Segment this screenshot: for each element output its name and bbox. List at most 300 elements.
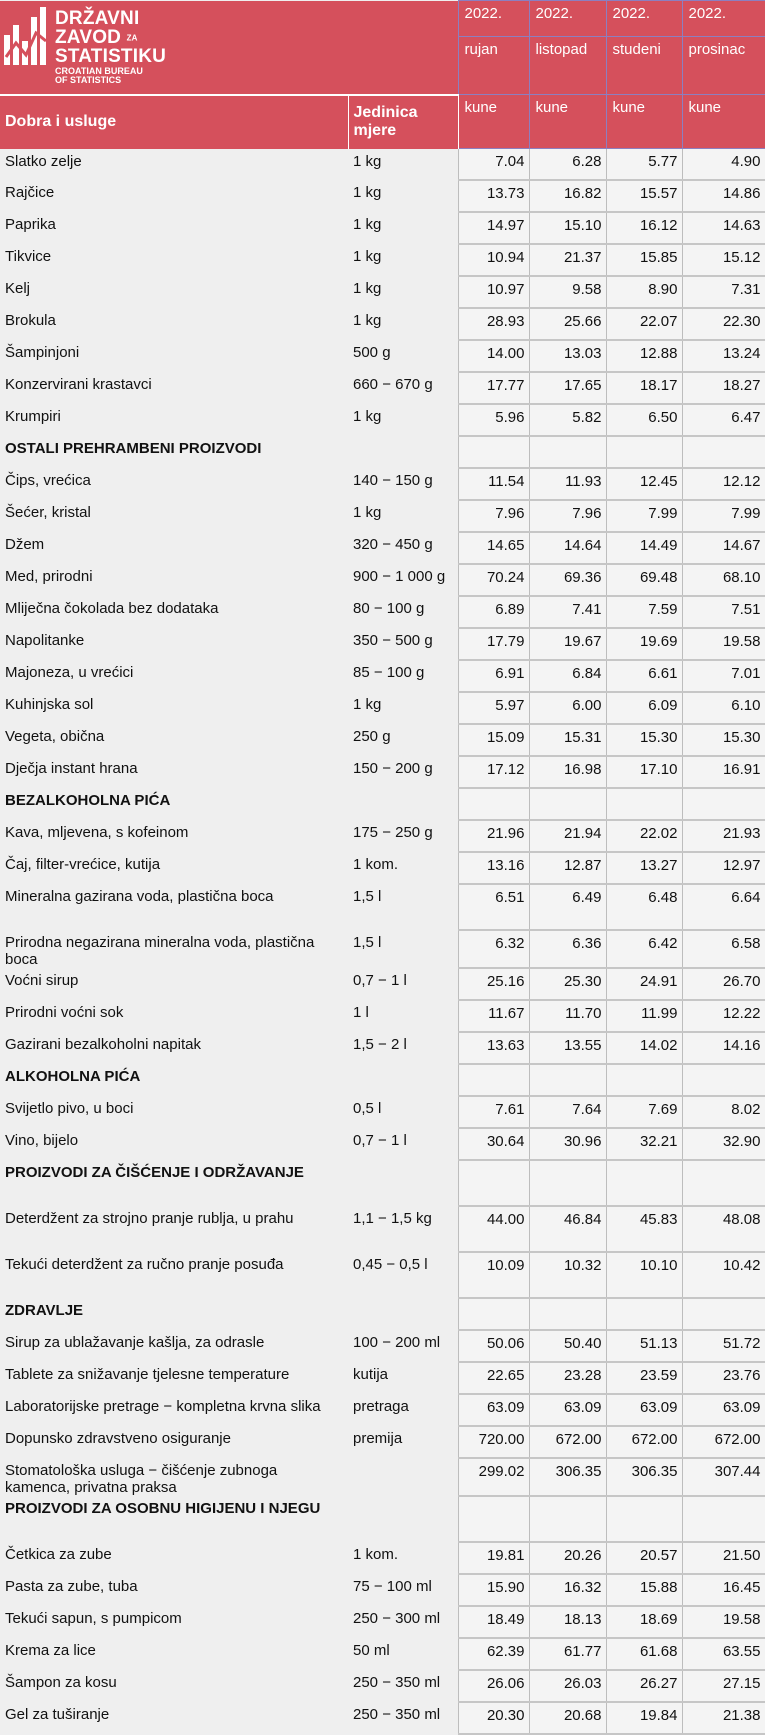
item-unit: 1 kg — [353, 312, 382, 329]
logo-line-3: STATISTIKU — [55, 45, 167, 67]
item-unit: 1,5 l — [353, 934, 382, 951]
price-cell — [529, 1160, 606, 1206]
item-name: Deterdžent za strojno pranje rublja, u prahu — [5, 1210, 294, 1227]
price-cell — [606, 1160, 682, 1206]
item-unit: 1 kg — [353, 504, 382, 521]
price-cell: 13.73 — [458, 180, 529, 212]
price-cell: 7.41 — [529, 596, 606, 628]
table-row — [0, 692, 765, 724]
price-cell: 14.65 — [458, 532, 529, 564]
price-cell: 21.37 — [529, 244, 606, 276]
price-cell: 26.70 — [682, 968, 765, 1000]
logo-mark-icon — [4, 7, 48, 65]
price-cell: 14.49 — [606, 532, 682, 564]
price-cell — [606, 1064, 682, 1096]
table-row — [0, 1394, 765, 1426]
price-cell: 11.99 — [606, 1000, 682, 1032]
price-cell: 18.49 — [458, 1606, 529, 1638]
item-name: Krema za lice — [5, 1642, 96, 1659]
item-unit: 1 kom. — [353, 1546, 399, 1563]
logo-line-2: ZAVOD — [55, 26, 122, 48]
table-row — [0, 884, 765, 930]
price-cell — [529, 1496, 606, 1542]
item-unit: 100 − 200 ml — [353, 1334, 441, 1351]
price-cell: 10.42 — [682, 1252, 765, 1298]
price-cell — [682, 1160, 765, 1206]
header-month-4: prosinac — [682, 37, 765, 95]
item-unit: 500 g — [353, 344, 391, 361]
table-row — [0, 532, 765, 564]
item-unit: 1,5 − 2 l — [353, 1036, 407, 1053]
price-cell: 13.27 — [606, 852, 682, 884]
price-cell: 12.97 — [682, 852, 765, 884]
item-name: Čaj, filter-vrećice, kutija — [5, 856, 161, 873]
item-unit — [348, 1064, 458, 1096]
item-unit — [348, 1298, 458, 1330]
item-unit: 75 − 100 ml — [353, 1578, 432, 1595]
header-currency-4: kune — [682, 95, 765, 149]
price-cell: 720.00 — [458, 1426, 529, 1458]
price-cell — [682, 1298, 765, 1330]
item-unit: 250 − 300 ml — [353, 1610, 441, 1627]
item-name: Konzervirani krastavci — [5, 376, 152, 393]
price-cell: 6.48 — [606, 884, 682, 930]
price-cell: 16.32 — [529, 1574, 606, 1606]
item-unit: 1 kg — [353, 408, 382, 425]
table-row — [0, 1330, 765, 1362]
price-cell — [529, 1298, 606, 1330]
price-cell: 12.45 — [606, 468, 682, 500]
table-row — [0, 596, 765, 628]
item-unit — [348, 1160, 458, 1206]
item-name: Med, prirodni — [5, 568, 93, 585]
table-row — [0, 968, 765, 1000]
price-cell: 63.09 — [458, 1394, 529, 1426]
price-cell: 13.16 — [458, 852, 529, 884]
price-cell: 6.09 — [606, 692, 682, 724]
price-cell: 30.96 — [529, 1128, 606, 1160]
section-title: ALKOHOLNA PIĆA — [5, 1068, 141, 1085]
item-name: Tikvice — [5, 248, 52, 265]
item-unit: 250 g — [353, 728, 391, 745]
section-title: BEZALKOHOLNA PIĆA — [5, 792, 171, 809]
price-cell: 6.89 — [458, 596, 529, 628]
price-cell: 15.10 — [529, 212, 606, 244]
item-name: Svijetlo pivo, u boci — [5, 1100, 134, 1117]
price-cell: 51.72 — [682, 1330, 765, 1362]
price-cell: 27.15 — [682, 1670, 765, 1702]
price-cell: 22.02 — [606, 820, 682, 852]
item-unit: kutija — [353, 1366, 389, 1383]
price-cell: 17.10 — [606, 756, 682, 788]
price-cell: 15.30 — [682, 724, 765, 756]
price-cell: 16.82 — [529, 180, 606, 212]
column-header-goods: Dobra i usluge — [0, 95, 348, 149]
price-cell: 7.59 — [606, 596, 682, 628]
item-unit: 150 − 200 g — [353, 760, 433, 777]
price-cell: 10.09 — [458, 1252, 529, 1298]
price-cell: 68.10 — [682, 564, 765, 596]
price-cell: 6.91 — [458, 660, 529, 692]
price-cell: 7.96 — [529, 500, 606, 532]
item-unit — [348, 1458, 458, 1496]
item-unit: 1 kg — [353, 696, 382, 713]
price-cell: 13.24 — [682, 340, 765, 372]
price-cell: 6.51 — [458, 884, 529, 930]
item-unit: 80 − 100 g — [353, 600, 425, 617]
price-cell: 12.22 — [682, 1000, 765, 1032]
item-unit: 1 kg — [353, 184, 382, 201]
price-cell: 12.88 — [606, 340, 682, 372]
price-cell: 26.06 — [458, 1670, 529, 1702]
section-title: PROIZVODI ZA OSOBNU HIGIJENU I NJEGU — [5, 1500, 321, 1517]
price-cell: 10.10 — [606, 1252, 682, 1298]
table-row — [0, 1542, 765, 1574]
price-cell: 13.63 — [458, 1032, 529, 1064]
price-cell: 8.02 — [682, 1096, 765, 1128]
item-name: Pasta za zube, tuba — [5, 1578, 138, 1595]
price-cell: 14.63 — [682, 212, 765, 244]
table-row — [0, 930, 765, 968]
item-name: Vegeta, obična — [5, 728, 105, 745]
price-cell: 299.02 — [458, 1458, 529, 1496]
price-cell: 5.97 — [458, 692, 529, 724]
price-cell: 6.61 — [606, 660, 682, 692]
item-unit: 250 − 350 ml — [353, 1706, 441, 1723]
price-cell: 6.32 — [458, 930, 529, 968]
table-row — [0, 149, 765, 181]
price-cell: 6.28 — [529, 149, 606, 181]
price-cell: 18.13 — [529, 1606, 606, 1638]
price-cell — [458, 1298, 529, 1330]
price-cell: 14.67 — [682, 532, 765, 564]
table-row — [0, 1032, 765, 1064]
price-cell: 306.35 — [606, 1458, 682, 1496]
item-name: Vino, bijelo — [5, 1132, 79, 1149]
price-cell: 48.08 — [682, 1206, 765, 1252]
price-cell: 21.96 — [458, 820, 529, 852]
price-cell: 61.77 — [529, 1638, 606, 1670]
item-name: Čips, vrećica — [5, 472, 91, 489]
price-cell: 16.91 — [682, 756, 765, 788]
price-cell — [458, 1496, 529, 1542]
price-cell: 7.61 — [458, 1096, 529, 1128]
item-name: Džem — [5, 536, 45, 553]
table-row — [0, 724, 765, 756]
price-cell — [682, 1064, 765, 1096]
item-name: Četkica za zube — [5, 1546, 112, 1563]
item-unit: 1 kom. — [353, 856, 399, 873]
item-unit: premija — [353, 1430, 403, 1447]
price-cell: 15.30 — [606, 724, 682, 756]
table-row — [0, 564, 765, 596]
item-unit: 900 − 1 000 g — [353, 568, 446, 585]
item-name: Mineralna gazirana voda, plastična boca — [5, 888, 274, 905]
table-row — [0, 852, 765, 884]
price-cell: 13.03 — [529, 340, 606, 372]
price-cell: 18.69 — [606, 1606, 682, 1638]
item-unit: 1 l — [353, 1004, 369, 1021]
table-row — [0, 628, 765, 660]
table-row — [0, 1128, 765, 1160]
item-unit: 175 − 250 g — [353, 824, 433, 841]
price-cell: 44.00 — [458, 1206, 529, 1252]
price-cell: 32.90 — [682, 1128, 765, 1160]
item-unit: 1,1 − 1,5 kg — [353, 1210, 432, 1227]
price-cell: 15.88 — [606, 1574, 682, 1606]
item-unit: 250 − 350 ml — [353, 1674, 441, 1691]
table-row — [0, 212, 765, 244]
price-cell: 6.58 — [682, 930, 765, 968]
item-unit: 85 − 100 g — [353, 664, 425, 681]
item-name: Voćni sirup — [5, 972, 79, 989]
price-cell — [529, 436, 606, 468]
price-cell — [529, 788, 606, 820]
price-cell: 7.96 — [458, 500, 529, 532]
price-cell: 672.00 — [682, 1426, 765, 1458]
price-cell: 672.00 — [529, 1426, 606, 1458]
price-cell: 23.59 — [606, 1362, 682, 1394]
price-cell — [682, 436, 765, 468]
price-cell: 26.03 — [529, 1670, 606, 1702]
price-cell: 14.86 — [682, 180, 765, 212]
price-cell: 23.28 — [529, 1362, 606, 1394]
price-cell — [606, 1496, 682, 1542]
table-row — [0, 660, 765, 692]
item-name: Dopunsko zdravstveno osiguranje — [5, 1430, 231, 1447]
item-name: Šampinjoni — [5, 344, 80, 361]
price-cell: 11.70 — [529, 1000, 606, 1032]
item-name: Prirodni voćni sok — [5, 1004, 124, 1021]
price-cell: 15.57 — [606, 180, 682, 212]
price-cell: 32.21 — [606, 1128, 682, 1160]
price-cell: 18.27 — [682, 372, 765, 404]
section-title: OSTALI PREHRAMBENI PROIZVODI — [5, 440, 262, 457]
item-name: Kuhinjska sol — [5, 696, 94, 713]
price-cell: 24.91 — [606, 968, 682, 1000]
price-cell: 15.12 — [682, 244, 765, 276]
price-cell: 6.49 — [529, 884, 606, 930]
item-unit: 320 − 450 g — [353, 536, 433, 553]
table-row — [0, 244, 765, 276]
item-name: Majoneza, u vrećici — [5, 664, 134, 681]
price-cell: 14.02 — [606, 1032, 682, 1064]
price-cell: 17.65 — [529, 372, 606, 404]
price-cell: 14.97 — [458, 212, 529, 244]
item-name: Laboratorijske pretrage − kompletna krvna slika — [5, 1398, 321, 1415]
table-row — [0, 1638, 765, 1670]
table-row — [0, 1574, 765, 1606]
price-cell: 8.90 — [606, 276, 682, 308]
price-cell: 5.77 — [606, 149, 682, 181]
price-cell: 28.93 — [458, 308, 529, 340]
price-cell: 19.58 — [682, 628, 765, 660]
table-row — [0, 756, 765, 788]
item-name: Rajčice — [5, 184, 55, 201]
price-cell: 7.31 — [682, 276, 765, 308]
price-cell: 14.00 — [458, 340, 529, 372]
item-name: Gazirani bezalkoholni napitak — [5, 1036, 201, 1053]
item-unit: 0,7 − 1 l — [353, 972, 407, 989]
price-cell — [458, 788, 529, 820]
price-cell: 5.82 — [529, 404, 606, 436]
price-cell — [682, 788, 765, 820]
item-name: Kelj — [5, 280, 31, 297]
price-cell: 6.84 — [529, 660, 606, 692]
item-name: Dječja instant hrana — [5, 760, 138, 777]
item-name: Tekući deterdžent za ručno pranje posuđa — [5, 1256, 284, 1273]
price-cell: 11.93 — [529, 468, 606, 500]
price-cell: 672.00 — [606, 1426, 682, 1458]
price-cell: 307.44 — [682, 1458, 765, 1496]
logo-line-5: OF STATISTICS — [55, 74, 122, 85]
item-name: Napolitanke — [5, 632, 85, 649]
section-row — [0, 1298, 765, 1330]
price-cell: 12.12 — [682, 468, 765, 500]
table-row — [0, 1458, 765, 1496]
header-year-4: 2022. — [682, 1, 765, 37]
item-unit: 1 kg — [353, 152, 382, 170]
price-cell: 10.94 — [458, 244, 529, 276]
item-unit — [348, 1496, 458, 1542]
price-cell: 61.68 — [606, 1638, 682, 1670]
price-cell: 11.67 — [458, 1000, 529, 1032]
table-row — [0, 1362, 765, 1394]
price-cell: 69.48 — [606, 564, 682, 596]
price-cell: 46.84 — [529, 1206, 606, 1252]
table-row — [0, 1252, 765, 1298]
item-unit: 660 − 670 g — [353, 376, 433, 393]
item-unit — [348, 436, 458, 468]
price-cell: 7.99 — [682, 500, 765, 532]
section-title: PROIZVODI ZA ČIŠĆENJE I ODRŽAVANJE — [5, 1164, 304, 1181]
table-row — [0, 404, 765, 436]
column-header-unit: Jedinica mjere — [348, 95, 458, 149]
item-unit: 1 kg — [353, 248, 382, 265]
item-name: Tekući sapun, s pumpicom — [5, 1610, 182, 1627]
section-row — [0, 436, 765, 468]
price-cell: 20.57 — [606, 1542, 682, 1574]
price-cell: 25.30 — [529, 968, 606, 1000]
table-row — [0, 1606, 765, 1638]
price-cell: 7.69 — [606, 1096, 682, 1128]
price-cell: 21.38 — [682, 1702, 765, 1734]
table-row — [0, 308, 765, 340]
table-body — [0, 149, 765, 1735]
price-cell: 63.55 — [682, 1638, 765, 1670]
item-unit: 0,7 − 1 l — [353, 1132, 407, 1149]
price-cell: 16.45 — [682, 1574, 765, 1606]
item-name: Tablete za snižavanje tjelesne temperature — [5, 1366, 290, 1383]
section-row — [0, 1160, 765, 1206]
price-cell — [529, 1064, 606, 1096]
header-month-2: listopad — [529, 37, 606, 95]
logo-line-4: CROATIAN BUREAU — [55, 65, 143, 76]
price-cell: 15.09 — [458, 724, 529, 756]
price-cell: 6.36 — [529, 930, 606, 968]
price-cell: 6.64 — [682, 884, 765, 930]
item-name: Kava, mljevena, s kofeinom — [5, 824, 189, 841]
price-cell: 18.17 — [606, 372, 682, 404]
price-cell: 69.36 — [529, 564, 606, 596]
price-cell — [458, 1160, 529, 1206]
item-name: Prirodna negazirana mineralna voda, plastična boca — [5, 934, 315, 968]
logo — [0, 1, 458, 95]
price-cell: 21.93 — [682, 820, 765, 852]
table-row — [0, 1206, 765, 1252]
logo-line-2b: ZA — [126, 32, 138, 42]
item-unit — [348, 788, 458, 820]
price-cell: 19.69 — [606, 628, 682, 660]
price-cell: 19.58 — [682, 1606, 765, 1638]
price-cell: 10.97 — [458, 276, 529, 308]
item-name: Šampon za kosu — [5, 1674, 117, 1691]
price-cell: 4.90 — [682, 149, 765, 181]
table-row — [0, 468, 765, 500]
price-cell: 20.68 — [529, 1702, 606, 1734]
header-month-1: rujan — [458, 37, 529, 95]
price-cell: 25.66 — [529, 308, 606, 340]
price-cell: 51.13 — [606, 1330, 682, 1362]
price-cell: 62.39 — [458, 1638, 529, 1670]
item-unit: 350 − 500 g — [353, 632, 433, 649]
price-cell: 63.09 — [529, 1394, 606, 1426]
price-cell: 23.76 — [682, 1362, 765, 1394]
price-cell: 15.31 — [529, 724, 606, 756]
price-cell: 19.84 — [606, 1702, 682, 1734]
item-name: Šećer, kristal — [5, 504, 91, 521]
price-cell: 22.65 — [458, 1362, 529, 1394]
section-row — [0, 1496, 765, 1542]
price-cell: 21.50 — [682, 1542, 765, 1574]
item-unit: 1 kg — [353, 280, 382, 297]
price-cell: 306.35 — [529, 1458, 606, 1496]
price-cell: 17.77 — [458, 372, 529, 404]
price-cell: 21.94 — [529, 820, 606, 852]
price-cell — [458, 1064, 529, 1096]
table-row — [0, 1670, 765, 1702]
price-cell: 63.09 — [682, 1394, 765, 1426]
table-row — [0, 276, 765, 308]
price-cell: 6.00 — [529, 692, 606, 724]
price-cell: 17.12 — [458, 756, 529, 788]
price-cell: 14.16 — [682, 1032, 765, 1064]
item-name: Mliječna čokolada bez dodataka — [5, 600, 219, 617]
item-unit: pretraga — [353, 1398, 409, 1415]
price-cell: 70.24 — [458, 564, 529, 596]
header-year-1: 2022. — [458, 1, 529, 37]
price-cell: 15.90 — [458, 1574, 529, 1606]
price-cell: 22.30 — [682, 308, 765, 340]
price-cell: 19.81 — [458, 1542, 529, 1574]
item-unit: 1 kg — [353, 216, 382, 233]
section-row — [0, 788, 765, 820]
item-unit: 1,5 l — [353, 888, 382, 905]
price-cell: 13.55 — [529, 1032, 606, 1064]
section-title: ZDRAVLJE — [5, 1302, 84, 1319]
price-cell: 6.10 — [682, 692, 765, 724]
price-cell: 7.99 — [606, 500, 682, 532]
price-cell: 17.79 — [458, 628, 529, 660]
price-cell: 6.42 — [606, 930, 682, 968]
price-cell: 30.64 — [458, 1128, 529, 1160]
item-name: Gel za tuširanje — [5, 1706, 110, 1723]
price-cell: 7.64 — [529, 1096, 606, 1128]
price-cell — [682, 1496, 765, 1542]
table-row — [0, 340, 765, 372]
price-cell: 19.67 — [529, 628, 606, 660]
header-currency-3: kune — [606, 95, 682, 149]
